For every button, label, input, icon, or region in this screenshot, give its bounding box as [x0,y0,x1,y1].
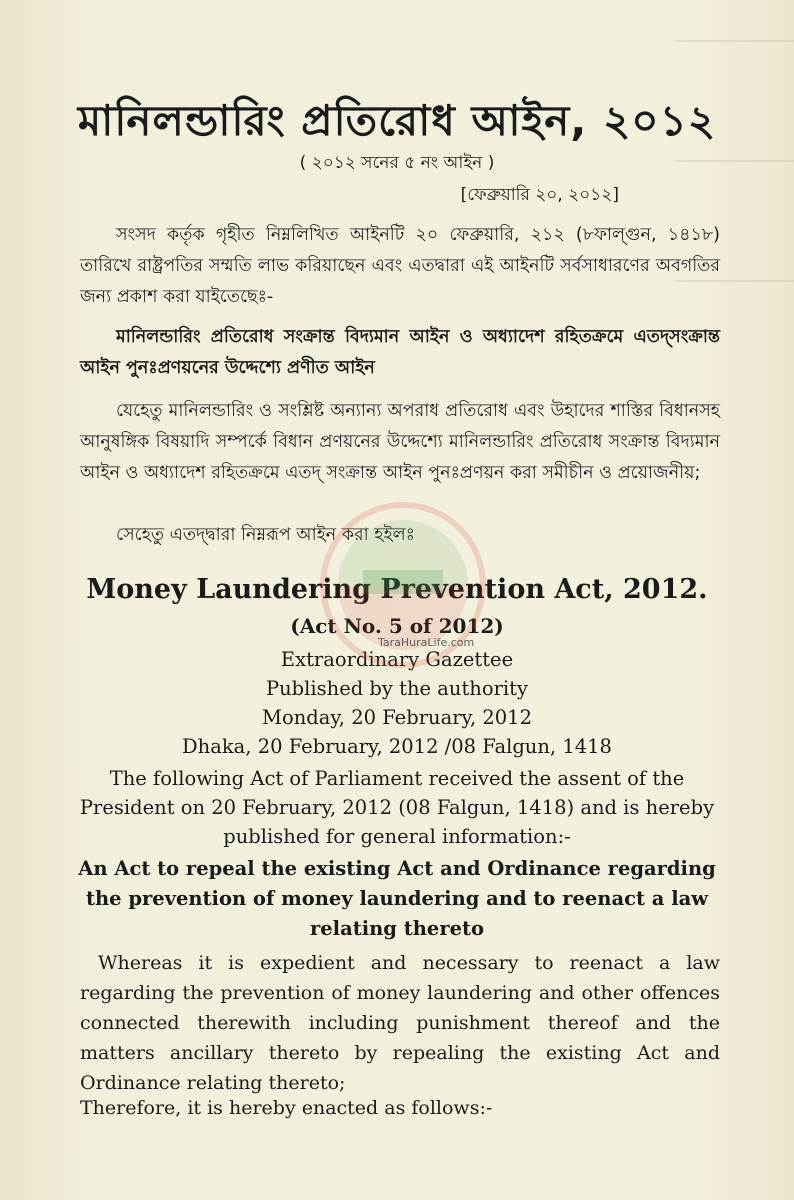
bangla-paragraph-therefore: সেহেতু এতদ্দ্বারা নিম্নরূপ আইন করা হইলঃ [116,525,415,545]
assent-line-1: The following Act of Parliament received the assent of the [109,767,685,790]
bangla-subtitle: ( ২০১২ সনের ৫ নং আইন ) [299,153,495,173]
english-heading-line-2: the prevention of money laundering and to reenact a law [85,887,709,910]
bangla-act-heading: মানিলন্ডারিং প্রতিরোধ সংক্রান্ত বিদ্যমান আইন ও অধ্যাদেশ রহিতক্রমে এতদ্‌সংক্রান্ত আইন পুনঃপ্রণয়নের উদ্দেশ্যে প্রণীত আইন [80,327,720,378]
english-therefore-line: Therefore, it is hereby enacted as follows:- [80,1097,493,1119]
english-act-number: (Act No. 5 of 2012) [290,614,504,638]
bangla-title: মানিলন্ডারিং প্রতিরোধ আইন, ২০১২ [77,96,717,145]
assent-line-2: President on 20 February, 2012 (08 Falgun, 1418) and is hereby [79,796,715,819]
english-title: Money Laundering Prevention Act, 2012. [86,574,708,605]
assent-line-3: published for general information:- [223,825,571,848]
english-whereas-paragraph: Whereas it is expedient and necessary to reenact a law regarding the prevention of money laundering and other offences connected therewith including punishment thereof and the matters ancillary thereto by repealing the existing Act and Ordinance relating thereto; [80,952,720,1094]
bangla-paragraph-assent: সংসদ কর্তৃক গৃহীত নিম্নলিখিত আইনটি ২০ ফেব্রুয়ারি, ২১২ (৮ফাল্গুন, ১৪১৮) তারিখে রাষ্ট্রপতির সম্মতি লাভ করিয়াছেন এবং এতদ্বারা এই আইনটি সর্বসাধারণের অবগতির জন্য প্রকাশ করা যাইতেছেঃ- [80,225,720,307]
bangla-date: [ফেব্রুয়ারি ২০, ২০১২] [460,185,619,205]
bangla-paragraph-whereas: যেহেতু মানিলন্ডারিং ও সংশ্লিষ্ট অন্যান্য অপরাধ প্রতিরোধ এবং উহাদের শাস্তির বিধানসহ আনুষঙ্গিক বিষয়াদি সম্পর্কে বিধান প্রণয়নের উদ্দেশ্যে মানিলন্ডারিং প্রতিরোধ সংক্রান্ত বিদ্যমান আইন ও অধ্যাদেশ রহিতক্রমে এতদ্‌ সংক্রান্ত আইন পুনঃপ্রণয়ন করা সমীচীন ও প্রয়োজনীয়; [80,401,720,483]
english-heading-line-1: An Act to repeal the existing Act and Ordinance regarding [78,857,716,880]
bleed-through-line [674,40,794,42]
published-line: Published by the authority [266,677,528,700]
gazette-label: Extraordinary Gazettee [280,648,514,671]
publication-date: Monday, 20 February, 2012 [262,706,532,729]
place-date: Dhaka, 20 February, 2012 /08 Falgun, 1418 [182,735,612,758]
english-heading-line-3: relating thereto [309,917,485,940]
watermark-site-text: TaraHuraLife.com [378,636,475,649]
